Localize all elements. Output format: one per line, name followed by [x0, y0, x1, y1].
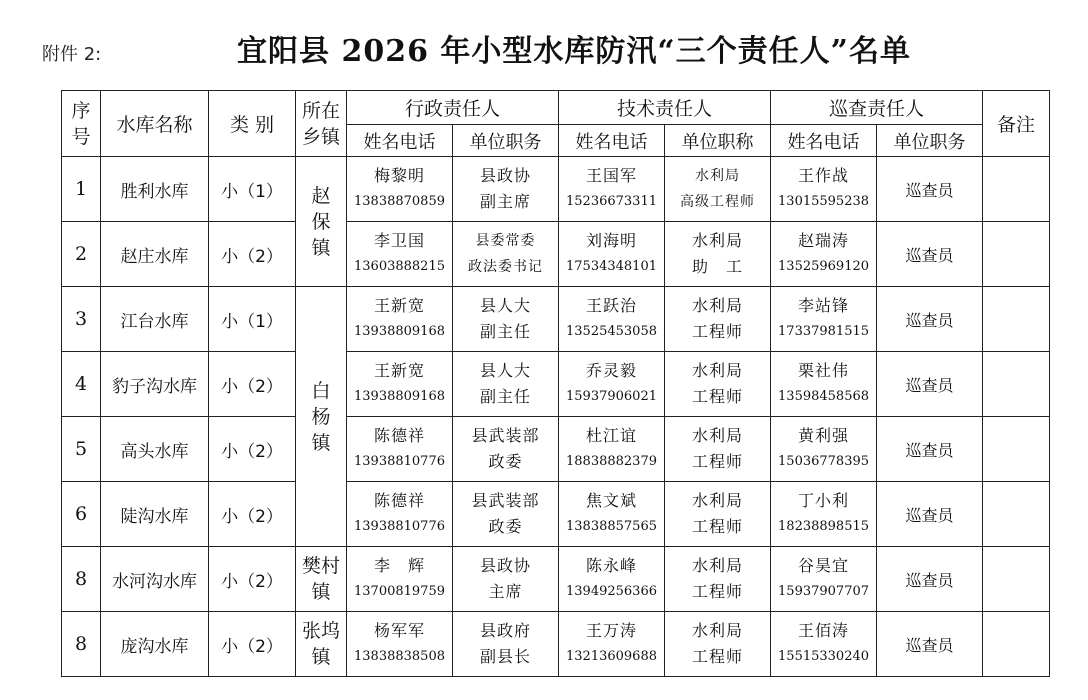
cell-type: 小（1）	[209, 157, 296, 222]
cell-reservoir-name: 陡沟水库	[101, 482, 209, 547]
cell-tech-name-phone: 焦文斌 13838857565	[559, 482, 665, 547]
cell-type: 小（2）	[209, 547, 296, 612]
cell-type: 小（2）	[209, 417, 296, 482]
cell-type: 小（2）	[209, 482, 296, 547]
table-row	[62, 612, 1050, 677]
cell-admin-name-phone: 陈德祥 13938810776	[347, 417, 453, 482]
cell-reservoir-name: 江台水库	[101, 287, 209, 352]
cell-tech-unit-title: 水利局 助 工	[665, 222, 771, 287]
cell-patrol-duty: 巡查员	[877, 287, 983, 352]
cell-admin-unit-duty: 县武装部 政委	[453, 417, 559, 482]
cell-reservoir-name: 赵庄水库	[101, 222, 209, 287]
cell-tech-unit-title: 水利局 工程师	[665, 352, 771, 417]
header-patrol: 巡查责任人	[771, 91, 983, 125]
cell-patrol-name-phone: 谷昊宜 15937907707	[771, 547, 877, 612]
subheader-tech-name-phone: 姓名电话	[559, 125, 665, 157]
cell-admin-unit-duty: 县人大 副主任	[453, 287, 559, 352]
cell-remark	[983, 287, 1050, 352]
header-town: 所在 乡镇	[296, 91, 347, 157]
cell-reservoir-name: 高头水库	[101, 417, 209, 482]
cell-remark	[983, 157, 1050, 222]
document-title: 宜阳县 2026 年小型水库防汛“三个责任人”名单	[237, 34, 911, 69]
table-row	[62, 157, 1050, 222]
reservoir-responsibility-table	[61, 90, 1050, 677]
cell-patrol-name-phone: 王佰涛 15515330240	[771, 612, 877, 677]
cell-tech-unit-title: 水利局 高级工程师	[665, 157, 771, 222]
header-admin: 行政责任人	[347, 91, 559, 125]
header-reservoir-name: 水库名称	[101, 91, 209, 157]
header-type: 类 别	[209, 91, 296, 157]
cell-reservoir-name: 庞沟水库	[101, 612, 209, 677]
cell-tech-unit-title: 水利局 工程师	[665, 417, 771, 482]
cell-seq: 5	[62, 417, 101, 482]
cell-seq: 8	[62, 612, 101, 677]
cell-admin-unit-duty: 县政协 副主席	[453, 157, 559, 222]
cell-remark	[983, 417, 1050, 482]
cell-admin-unit-duty: 县武装部 政委	[453, 482, 559, 547]
cell-reservoir-name: 豹子沟水库	[101, 352, 209, 417]
cell-tech-name-phone: 王国军 15236673311	[559, 157, 665, 222]
cell-admin-name-phone: 李 辉 13700819759	[347, 547, 453, 612]
header-seq: 序 号	[62, 91, 101, 157]
cell-tech-name-phone: 乔灵毅 15937906021	[559, 352, 665, 417]
cell-admin-name-phone: 杨军军 13838838508	[347, 612, 453, 677]
cell-seq: 6	[62, 482, 101, 547]
cell-reservoir-name: 水河沟水库	[101, 547, 209, 612]
cell-patrol-duty: 巡查员	[877, 352, 983, 417]
cell-admin-name-phone: 梅黎明 13838870859	[347, 157, 453, 222]
subheader-patrol-unit-duty: 单位职务	[877, 125, 983, 157]
cell-tech-name-phone: 王万涛 13213609688	[559, 612, 665, 677]
cell-town-zhangwu: 张坞 镇	[296, 612, 347, 677]
cell-admin-unit-duty: 县政府 副县长	[453, 612, 559, 677]
cell-type: 小（2）	[209, 612, 296, 677]
cell-admin-unit-duty: 县人大 副主任	[453, 352, 559, 417]
cell-patrol-name-phone: 赵瑞涛 13525969120	[771, 222, 877, 287]
cell-tech-unit-title: 水利局 工程师	[665, 612, 771, 677]
cell-seq: 8	[62, 547, 101, 612]
cell-tech-unit-title: 水利局 工程师	[665, 547, 771, 612]
cell-remark	[983, 482, 1050, 547]
attachment-label: 附件 2:	[42, 44, 102, 65]
cell-type: 小（1）	[209, 287, 296, 352]
subheader-patrol-name-phone: 姓名电话	[771, 125, 877, 157]
cell-town-zhaobao: 赵 保 镇	[296, 157, 347, 287]
cell-tech-unit-title: 水利局 工程师	[665, 482, 771, 547]
subheader-admin-name-phone: 姓名电话	[347, 125, 453, 157]
cell-patrol-duty: 巡查员	[877, 547, 983, 612]
cell-tech-unit-title: 水利局 工程师	[665, 287, 771, 352]
header-tech: 技术责任人	[559, 91, 771, 125]
cell-patrol-name-phone: 李站锋 17337981515	[771, 287, 877, 352]
cell-admin-name-phone: 王新宽 13938809168	[347, 352, 453, 417]
cell-admin-unit-duty: 县委常委 政法委书记	[453, 222, 559, 287]
cell-patrol-duty: 巡查员	[877, 482, 983, 547]
table-row	[62, 547, 1050, 612]
cell-patrol-name-phone: 王作战 13015595238	[771, 157, 877, 222]
cell-seq: 4	[62, 352, 101, 417]
cell-remark	[983, 352, 1050, 417]
cell-admin-name-phone: 陈德祥 13938810776	[347, 482, 453, 547]
cell-patrol-duty: 巡查员	[877, 612, 983, 677]
cell-town-fancun: 樊村 镇	[296, 547, 347, 612]
cell-seq: 3	[62, 287, 101, 352]
cell-patrol-name-phone: 丁小利 18238898515	[771, 482, 877, 547]
subheader-tech-unit-title: 单位职称	[665, 125, 771, 157]
cell-type: 小（2）	[209, 352, 296, 417]
table-row	[62, 482, 1050, 547]
cell-tech-name-phone: 王跃治 13525453058	[559, 287, 665, 352]
cell-patrol-duty: 巡查员	[877, 157, 983, 222]
cell-patrol-name-phone: 栗社伟 13598458568	[771, 352, 877, 417]
subheader-admin-unit-duty: 单位职务	[453, 125, 559, 157]
cell-type: 小（2）	[209, 222, 296, 287]
table-row	[62, 287, 1050, 352]
cell-patrol-duty: 巡查员	[877, 417, 983, 482]
cell-remark	[983, 222, 1050, 287]
cell-seq: 2	[62, 222, 101, 287]
cell-admin-name-phone: 李卫国 13603888215	[347, 222, 453, 287]
table-row	[62, 417, 1050, 482]
table-row	[62, 352, 1050, 417]
cell-seq: 1	[62, 157, 101, 222]
cell-reservoir-name: 胜利水库	[101, 157, 209, 222]
cell-remark	[983, 612, 1050, 677]
cell-patrol-name-phone: 黄利强 15036778395	[771, 417, 877, 482]
cell-admin-name-phone: 王新宽 13938809168	[347, 287, 453, 352]
cell-tech-name-phone: 杜江谊 18838882379	[559, 417, 665, 482]
cell-town-baiyang: 白 杨 镇	[296, 287, 347, 547]
header-remark: 备注	[983, 91, 1050, 157]
cell-admin-unit-duty: 县政协 主席	[453, 547, 559, 612]
table-row	[62, 222, 1050, 287]
cell-remark	[983, 547, 1050, 612]
cell-patrol-duty: 巡查员	[877, 222, 983, 287]
cell-tech-name-phone: 陈永峰 13949256366	[559, 547, 665, 612]
cell-tech-name-phone: 刘海明 17534348101	[559, 222, 665, 287]
